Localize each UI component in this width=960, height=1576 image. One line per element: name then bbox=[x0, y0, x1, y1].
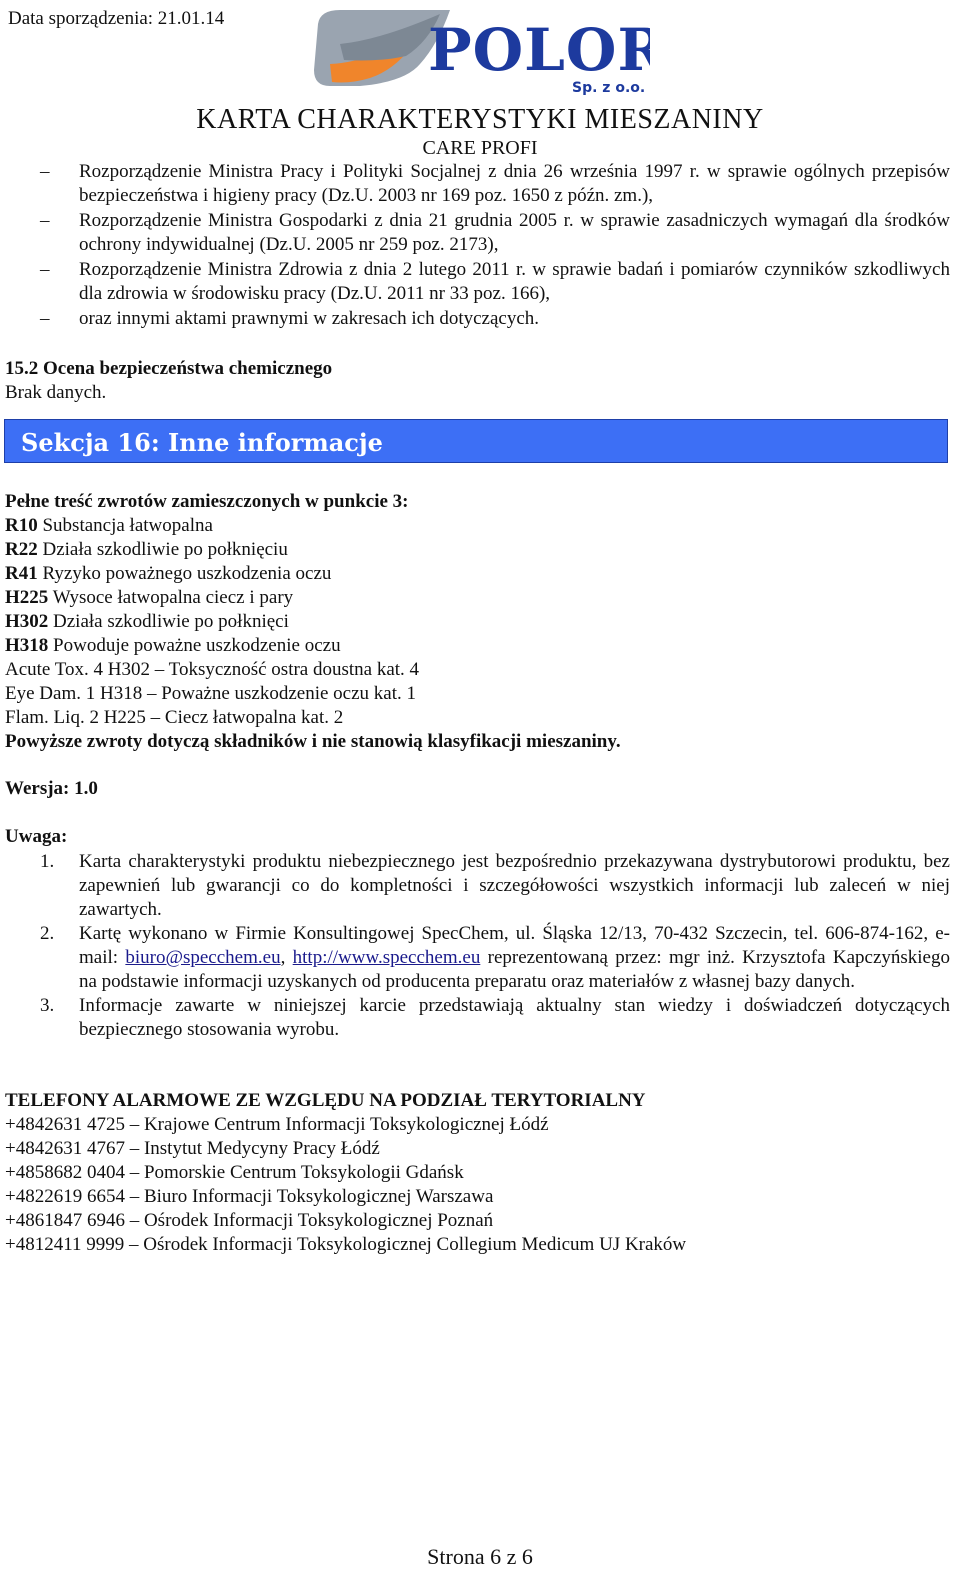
logo-text: POLOR bbox=[428, 16, 650, 84]
list-item: – Rozporządzenie Ministra Pracy i Polityki Socjalnej z dnia 26 września 1997 r. w sprawie ogólnych przepisów bezpieczeństwa i higieny pracy (Dz.U. 2003 nr 169 poz. 1650 z późn. zm.), bbox=[40, 161, 950, 206]
phrase-line: R41 Ryzyko poważnego uszkodzenia oczu bbox=[5, 563, 332, 584]
document-title: KARTA CHARAKTERYSTYKI MIESZANINY bbox=[196, 104, 764, 135]
section-16-header: Sekcja 16: Inne informacje bbox=[4, 419, 948, 463]
phone-line: +4822619 6654 – Biuro Informacji Toksykologicznej Warszawa bbox=[5, 1186, 494, 1207]
classification-line: Acute Tox. 4 H302 – Toksyczność ostra doustna kat. 4 bbox=[5, 659, 420, 680]
product-name: CARE PROFI bbox=[422, 137, 538, 159]
phrases-footer: Powyższe zwroty dotyczą składników i nie stanowią klasyfikacji mieszaniny. bbox=[5, 731, 621, 752]
logo-graphic bbox=[310, 4, 650, 96]
phone-line: +4842631 4767 – Instytut Medycyny Pracy Łódź bbox=[5, 1138, 380, 1159]
notes-list bbox=[40, 850, 950, 1042]
list-item: – Rozporządzenie Ministra Zdrowia z dnia 2 lutego 2011 r. w sprawie badań i pomiarów czynników szkodliwych dla zdrowia w środowisku pracy (Dz.U. 2011 nr 33 poz. 166), bbox=[40, 259, 950, 304]
section-15-2-heading: 15.2 Ocena bezpieczeństwa chemicznego bbox=[5, 358, 333, 379]
page-number: Strona 6 z 6 bbox=[427, 1544, 533, 1569]
document-date: Data sporządzenia: 21.01.14 bbox=[8, 8, 225, 29]
dash-bullet: – bbox=[40, 259, 50, 280]
note-item: 1. Karta charakterystyki produktu niebezpiecznego jest bezpośrednio przekazywana dystrybutorowi produktu, bez zapewnień lub gwarancji co do kompletności i szczegółowości wszystkich informacji lub zaleceń w niej zawartych. bbox=[40, 851, 950, 920]
logo-subtext: Sp. z o.o. bbox=[572, 80, 646, 96]
phrase-line: H318 Powoduje poważne uszkodzenie oczu bbox=[5, 635, 341, 656]
phrases-heading: Pełne treść zwrotów zamieszczonych w punkcie 3: bbox=[5, 491, 409, 512]
phrase-line: R22 Działa szkodliwie po połknięciu bbox=[5, 539, 288, 560]
dash-bullet: – bbox=[40, 308, 50, 329]
phone-line: +4812411 9999 – Ośrodek Informacji Toksykologicznej Collegium Medicum UJ Kraków bbox=[5, 1234, 687, 1255]
note-item: 3. Informacje zawarte w niniejszej karcie przedstawiają aktualny stan wiedzy i doświadczeń dotyczących bezpiecznego stosowania wyrobu. bbox=[40, 995, 950, 1040]
phrase-line: H225 Wysoce łatwopalna ciecz i pary bbox=[5, 587, 294, 608]
section-15-2-text: Brak danych. bbox=[5, 382, 107, 403]
phone-line: +4842631 4725 – Krajowe Centrum Informacji Toksykologicznej Łódź bbox=[5, 1114, 549, 1135]
list-item: – oraz innymi aktami prawnymi w zakresach ich dotyczących. bbox=[40, 308, 540, 329]
phone-line: +4858682 0404 – Pomorskie Centrum Toksykologii Gdańsk bbox=[5, 1162, 464, 1183]
phones-heading: TELEFONY ALARMOWE ZE WZGLĘDU NA PODZIAŁ TERYTORIALNY bbox=[5, 1090, 646, 1111]
dash-bullet: – bbox=[40, 161, 50, 182]
emergency-phones bbox=[5, 1089, 686, 1257]
phrases-block bbox=[5, 490, 621, 754]
note-item: 2. Kartę wykonano w Firmie Konsultingowej SpecChem, ul. Śląska 12/13, 70-432 Szczecin, tel. 606-874-162, e-mail: biuro@specchem.eu, http://www.specchem.eu reprezentowaną przez: mgr inż. Krzysztofa Kapczyńskiego na podstawie informacji uzyskanych od producenta preparatu oraz materiałów z własnej bazy danych. bbox=[40, 923, 950, 992]
website-link[interactable]: http://www.specchem.eu bbox=[292, 947, 481, 968]
regulations-list bbox=[40, 160, 950, 332]
email-link[interactable]: biuro@specchem.eu bbox=[125, 947, 281, 968]
classification-line: Eye Dam. 1 H318 – Poważne uszkodzenie oczu kat. 1 bbox=[5, 683, 417, 704]
polor-logo bbox=[310, 4, 650, 96]
version-label: Wersja: 1.0 bbox=[5, 778, 98, 799]
phrase-line: R10 Substancja łatwopalna bbox=[5, 515, 213, 536]
classification-line: Flam. Liq. 2 H225 – Ciecz łatwopalna kat. 2 bbox=[5, 707, 344, 728]
phone-line: +4861847 6946 – Ośrodek Informacji Toksykologicznej Poznań bbox=[5, 1210, 494, 1231]
notes-heading: Uwaga: bbox=[5, 826, 68, 847]
dash-bullet: – bbox=[40, 210, 50, 231]
phrase-line: H302 Działa szkodliwie po połknięci bbox=[5, 611, 289, 632]
list-item: – Rozporządzenie Ministra Gospodarki z dnia 21 grudnia 2005 r. w sprawie zasadniczych wymagań dla środków ochrony indywidualnej (Dz.U. 2005 nr 259 poz. 2173), bbox=[40, 210, 950, 255]
